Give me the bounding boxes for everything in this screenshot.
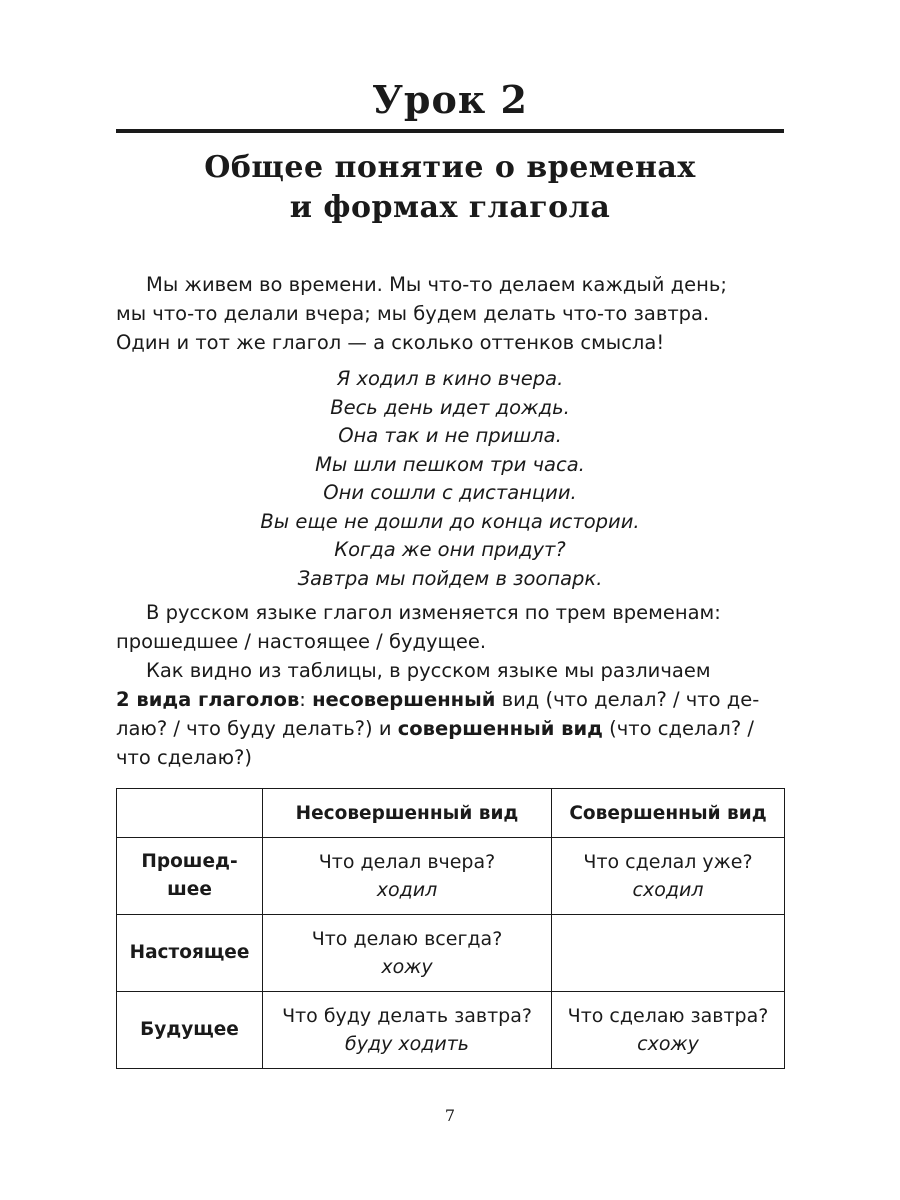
intro-line-3: Один и тот же глагол — а сколько оттенков смысла!	[116, 331, 665, 354]
example-sentence: Они сошли с дистанции.	[323, 481, 577, 504]
intro-line-2: мы что-то делали вчера; мы будем делать что-то завтра.	[116, 302, 710, 325]
tenses-line-1: В русском языке глагол изменяется по трем временам:	[146, 601, 721, 624]
example-sentence: Когда же они придут?	[334, 538, 566, 561]
verb-aspect-table	[116, 788, 785, 1069]
example-sentences	[116, 365, 784, 593]
table-header-imperfective: Несовершенный вид	[263, 789, 552, 838]
aspects-line-1: Как видно из таблицы, в русском языке мы различаем	[146, 659, 711, 682]
table-header-row	[117, 789, 785, 838]
cell-future-perfective: Что сделаю завтра? схожу	[552, 992, 785, 1069]
tenses-line-2: прошедшее / настоящее / будущее.	[116, 630, 487, 653]
example-sentence: Мы шли пешком три часа.	[315, 452, 585, 476]
row-label-future: Будущее	[117, 992, 263, 1069]
table-row	[117, 838, 785, 915]
example-sentence: Я ходил в кино вчера.	[336, 367, 564, 390]
row-label-past: Прошед- шее	[117, 838, 263, 915]
cell-present-imperfective: Что делаю всегда? хожу	[263, 915, 552, 992]
perfective-term: совершенный вид	[397, 717, 603, 740]
cell-present-perfective-empty	[552, 915, 785, 992]
intro-line-1: Мы живем во времени. Мы что-то делаем каждый день;	[146, 273, 727, 296]
row-label-present: Настоящее	[117, 915, 263, 992]
chapter-title	[116, 148, 784, 228]
table-header-empty	[117, 789, 263, 838]
cell-future-imperfective: Что буду делать завтра? буду ходить	[263, 992, 552, 1069]
two-aspects-term: 2 вида глаголов	[116, 688, 300, 711]
example-sentence: Завтра мы пойдем в зоопарк.	[297, 566, 603, 590]
example-sentence: Весь день идет дождь.	[330, 395, 570, 419]
title-divider	[116, 129, 784, 133]
aspects-line-4: что сделаю?)	[116, 746, 252, 769]
tenses-paragraph	[116, 598, 784, 656]
aspects-line-3: лаю? / что буду делать?) и совершенный вид (что сделал? /	[116, 717, 754, 740]
lesson-title: Урок 2	[372, 77, 528, 122]
chapter-title-line-1: Общее понятие о временах	[204, 150, 696, 185]
chapter-title-line-2: и формах глагола	[289, 190, 611, 225]
table-header-perfective: Совершенный вид	[552, 789, 785, 838]
imperfective-term: несовершенный	[312, 688, 496, 711]
page-number: 7	[444, 1106, 456, 1125]
aspects-line-2: 2 вида глаголов: несовершенный вид (что делал? / что де-	[116, 688, 760, 711]
cell-past-imperfective: Что делал вчера? ходил	[263, 838, 552, 915]
table-row	[117, 915, 785, 992]
aspects-paragraph	[116, 656, 784, 772]
example-sentence: Вы еще не дошли до конца истории.	[260, 509, 640, 533]
table-row	[117, 992, 785, 1069]
intro-paragraph	[116, 270, 784, 357]
example-sentence: Она так и не пришла.	[338, 424, 562, 447]
cell-past-perfective: Что сделал уже? сходил	[552, 838, 785, 915]
